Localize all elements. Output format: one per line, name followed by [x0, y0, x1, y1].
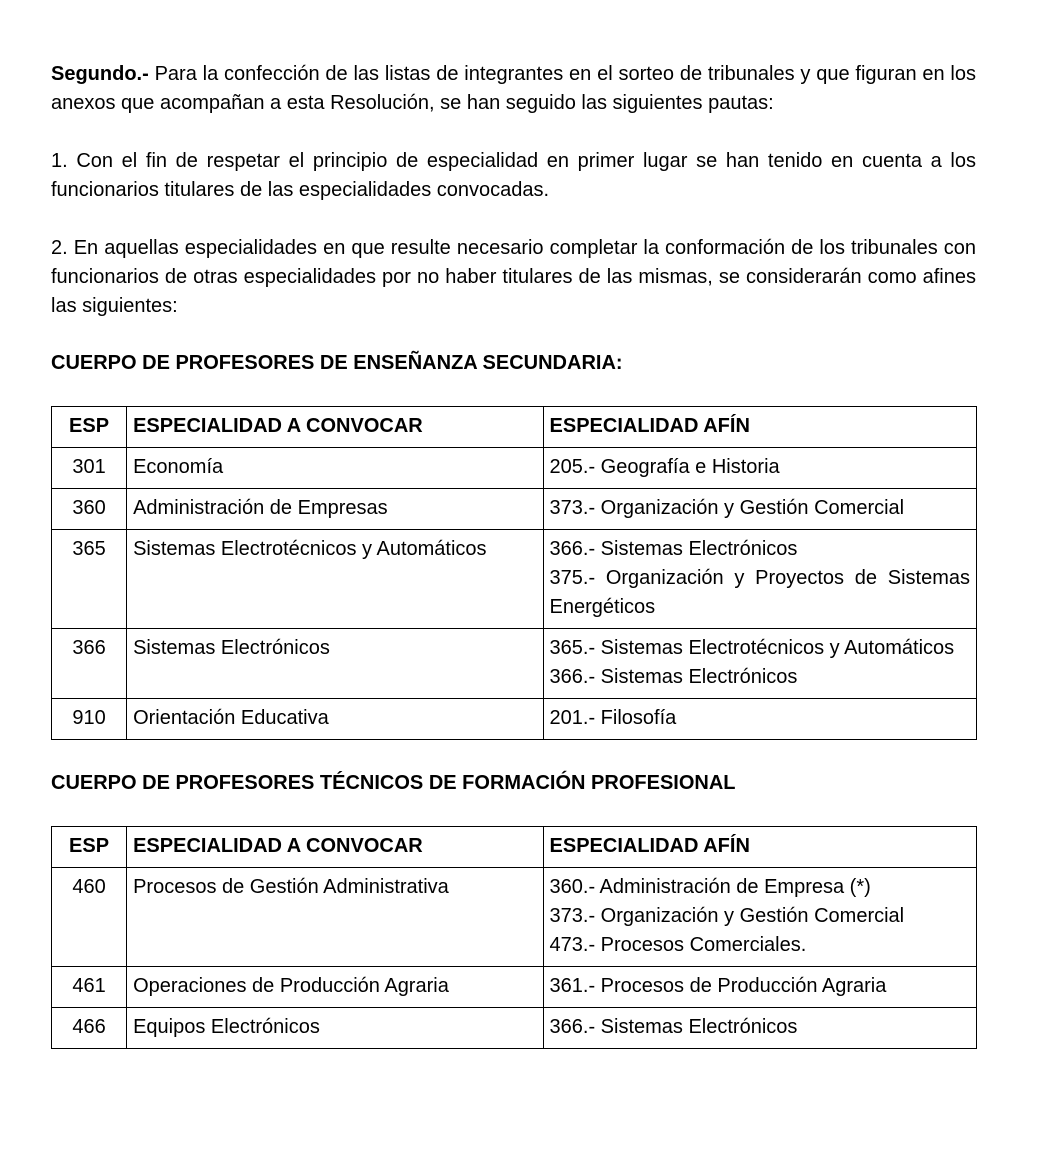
cell-esp: 366	[52, 629, 127, 699]
section2-table	[51, 826, 977, 1049]
cell-convocar: Administración de Empresas	[127, 489, 543, 530]
afin-line: 366.- Sistemas Electrónicos	[549, 538, 798, 560]
header-convocar: ESPECIALIDAD A CONVOCAR	[127, 407, 543, 448]
cell-afin	[543, 1008, 976, 1049]
cell-convocar: Economía	[127, 448, 543, 489]
section2-title: CUERPO DE PROFESORES TÉCNICOS DE FORMACIÓN PROFESIONAL	[51, 772, 736, 794]
table-row	[52, 530, 977, 629]
table-row	[52, 1008, 977, 1049]
afin-line: 373.- Organización y Gestión Comercial	[549, 497, 905, 519]
afin-line: 205.- Geografía e Historia	[549, 456, 780, 478]
section1-title: CUERPO DE PROFESORES DE ENSEÑANZA SECUNDARIA:	[51, 352, 623, 374]
afin-line: 366.- Sistemas Electrónicos	[549, 1016, 798, 1038]
cell-esp: 301	[52, 448, 127, 489]
cell-esp: 910	[52, 699, 127, 740]
document-page	[51, 60, 976, 1049]
header-convocar: ESPECIALIDAD A CONVOCAR	[127, 827, 543, 868]
cell-esp: 461	[52, 967, 127, 1008]
table-row	[52, 489, 977, 530]
cell-afin	[543, 967, 976, 1008]
afin-line: 375.- Organización y Proyectos de Sistemas Energéticos	[549, 567, 970, 618]
afin-line: 361.- Procesos de Producción Agraria	[549, 975, 887, 997]
afin-line: 360.- Administración de Empresa (*)	[549, 876, 871, 898]
cell-convocar: Procesos de Gestión Administrativa	[127, 868, 543, 967]
afin-line: 365.- Sistemas Electrotécnicos y Automáticos	[549, 637, 955, 659]
cell-afin	[543, 448, 976, 489]
cell-esp: 466	[52, 1008, 127, 1049]
table-row	[52, 699, 977, 740]
intro-text: Para la confección de las listas de integrantes en el sorteo de tribunales y que figuran en los anexos que acompañan a esta Resolución, se han seguido las siguientes pautas:	[51, 63, 976, 114]
afin-line: 201.- Filosofía	[549, 707, 677, 729]
cell-afin	[543, 489, 976, 530]
table-row	[52, 448, 977, 489]
cell-convocar: Sistemas Electrónicos	[127, 629, 543, 699]
point-1: 1. Con el fin de respetar el principio de especialidad en primer lugar se han tenido en cuenta a los funcionarios titulares de las especialidades convocadas.	[51, 150, 976, 201]
cell-convocar: Orientación Educativa	[127, 699, 543, 740]
afin-line: 366.- Sistemas Electrónicos	[549, 666, 798, 688]
afin-line: 473.- Procesos Comerciales.	[549, 934, 807, 956]
cell-esp: 365	[52, 530, 127, 629]
cell-afin	[543, 530, 976, 629]
intro-paragraph	[51, 60, 976, 118]
afin-line: 373.- Organización y Gestión Comercial	[549, 905, 905, 927]
table-header-row	[52, 827, 977, 868]
cell-afin	[543, 868, 976, 967]
header-esp: ESP	[52, 827, 127, 868]
header-afin: ESPECIALIDAD AFÍN	[543, 407, 976, 448]
cell-convocar: Equipos Electrónicos	[127, 1008, 543, 1049]
cell-afin	[543, 699, 976, 740]
cell-convocar: Sistemas Electrotécnicos y Automáticos	[127, 530, 543, 629]
header-afin: ESPECIALIDAD AFÍN	[543, 827, 976, 868]
cell-esp: 460	[52, 868, 127, 967]
cell-afin	[543, 629, 976, 699]
intro-lead: Segundo.-	[51, 63, 149, 85]
header-esp: ESP	[52, 407, 127, 448]
table-header-row	[52, 407, 977, 448]
table-row	[52, 967, 977, 1008]
point-2: 2. En aquellas especialidades en que resulte necesario completar la conformación de los tribunales con funcionarios de otras especialidades por no haber titulares de las mismas, se considerarán como afines las siguientes:	[51, 237, 976, 317]
table-row	[52, 629, 977, 699]
table-row	[52, 868, 977, 967]
cell-convocar: Operaciones de Producción Agraria	[127, 967, 543, 1008]
section1-table	[51, 406, 977, 740]
cell-esp: 360	[52, 489, 127, 530]
